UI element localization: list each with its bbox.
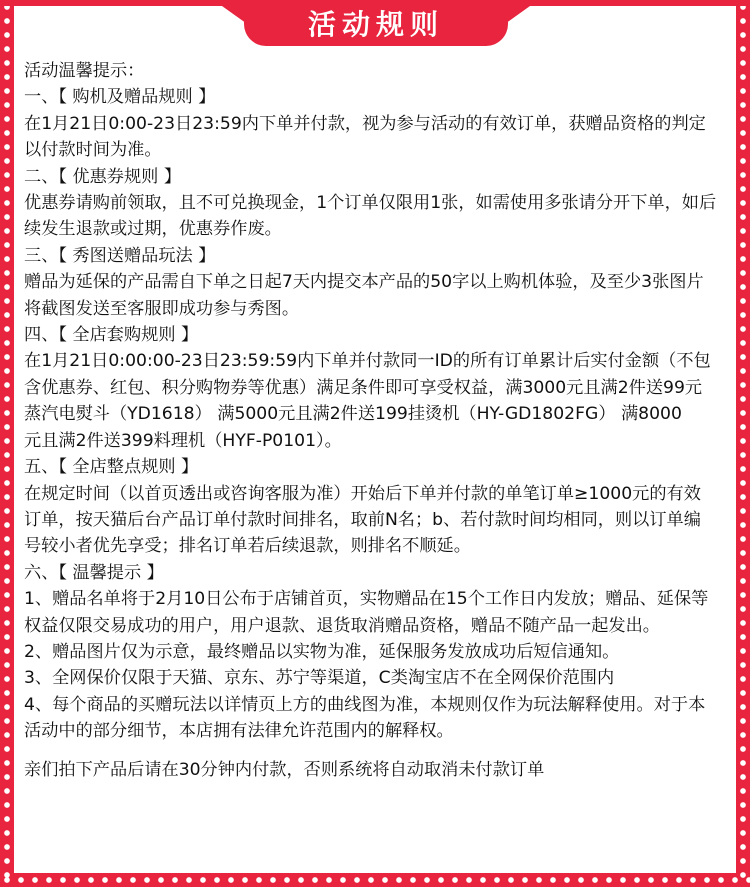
section-line: 在1月21日0:00-23日23:59内下单并付款，视为参与活动的有效订单，获赠品资格的判定 <box>24 113 706 134</box>
section-line: 元且满2件送399料理机（HYF-P0101）。 <box>24 430 342 451</box>
section-line: 赠品为延保的产品需自下单之日起7天内提交本产品的50字以上购机体验，及至少3张图片 <box>24 272 704 293</box>
footer-note: 亲们拍下产品后请在30分钟内付款，否则系统将自动取消未付款订单 <box>24 759 545 780</box>
section-line: 4、每个商品的买赠玩法以详情页上方的曲线图为准，本规则仅作为玩法解释使用。对于本 <box>24 694 706 715</box>
section-line: 优惠券请购前领取，且不可兑换现金，1个订单仅限用1张，如需使用多张请分开下单，如后 <box>24 193 717 214</box>
section-line: 订单，按天猫后台产品订单付款时间排名，取前N名；b、若付款时间均相同，则以订单编 <box>24 509 701 530</box>
section-heading: 一、【 购机及赠品规则 】 <box>24 87 216 108</box>
section-line: 号较小者优先享受；排名订单若后续退款，则排名不顺延。 <box>24 536 471 557</box>
intro-text: 活动温馨提示： <box>24 61 145 81</box>
section-heading: 五、【 全店整点规则 】 <box>24 457 199 478</box>
section-tips <box>24 560 724 745</box>
section-line: 在规定时间（以首页透出或咨询客服为准）开始后下单并付款的单笔订单≥1000元的有效 <box>24 483 701 504</box>
section-line: 2、赠品图片仅为示意，最终赠品以实物为准，延保服务发放成功后短信通知。 <box>24 641 620 662</box>
section-line: 1、赠品名单将于2月10日公布于店铺首页，实物赠品在15个工作日内发放；赠品、延保等 <box>24 589 709 610</box>
section-heading: 四、【 全店套购规则 】 <box>24 325 199 346</box>
section-heading: 二、【 优惠券规则 】 <box>24 166 182 187</box>
section-photo-share <box>24 243 724 322</box>
section-coupon <box>24 164 724 243</box>
section-line: 权益仅限交易成功的用户，用户退款、退货取消赠品资格，赠品不随产品一起发出。 <box>24 615 660 636</box>
spacer <box>24 745 724 757</box>
section-hourly-ranking <box>24 454 724 560</box>
section-line: 以付款时间为准。 <box>24 140 162 161</box>
section-bundle-purchase <box>24 322 724 454</box>
section-line: 在1月21日0:00:00-23日23:59:59内下单并付款同一ID的所有订单累计后实付金额（不包 <box>24 351 711 372</box>
section-line: 续发生退款或过期，优惠券作废。 <box>24 219 282 240</box>
title-banner <box>244 0 508 46</box>
section-line: 3、全网保价仅限于天猫、京东、苏宁等渠道，C类淘宝店不在全网保价范围内 <box>24 668 615 689</box>
page-title: 活动规则 <box>307 8 444 41</box>
section-line: 活动中的部分细节，本店拥有法律允许范围内的解释权。 <box>24 721 454 742</box>
section-purchase-gift <box>24 84 724 163</box>
section-line: 将截图发送至客服即成功参与秀图。 <box>24 298 300 319</box>
section-line: 含优惠券、红包、积分购物券等优惠）满足条件即可享受权益，满3000元且满2件送99元 <box>24 377 703 398</box>
section-heading: 三、【 秀图送赠品玩法 】 <box>24 245 216 266</box>
rules-content <box>24 58 724 783</box>
section-line: 蒸汽电熨斗（YD1618） 满5000元且满2件送199挂烫机（HY-GD1802FG） 满8000 <box>24 404 682 425</box>
section-heading: 六、【 温馨提示 】 <box>24 562 164 583</box>
